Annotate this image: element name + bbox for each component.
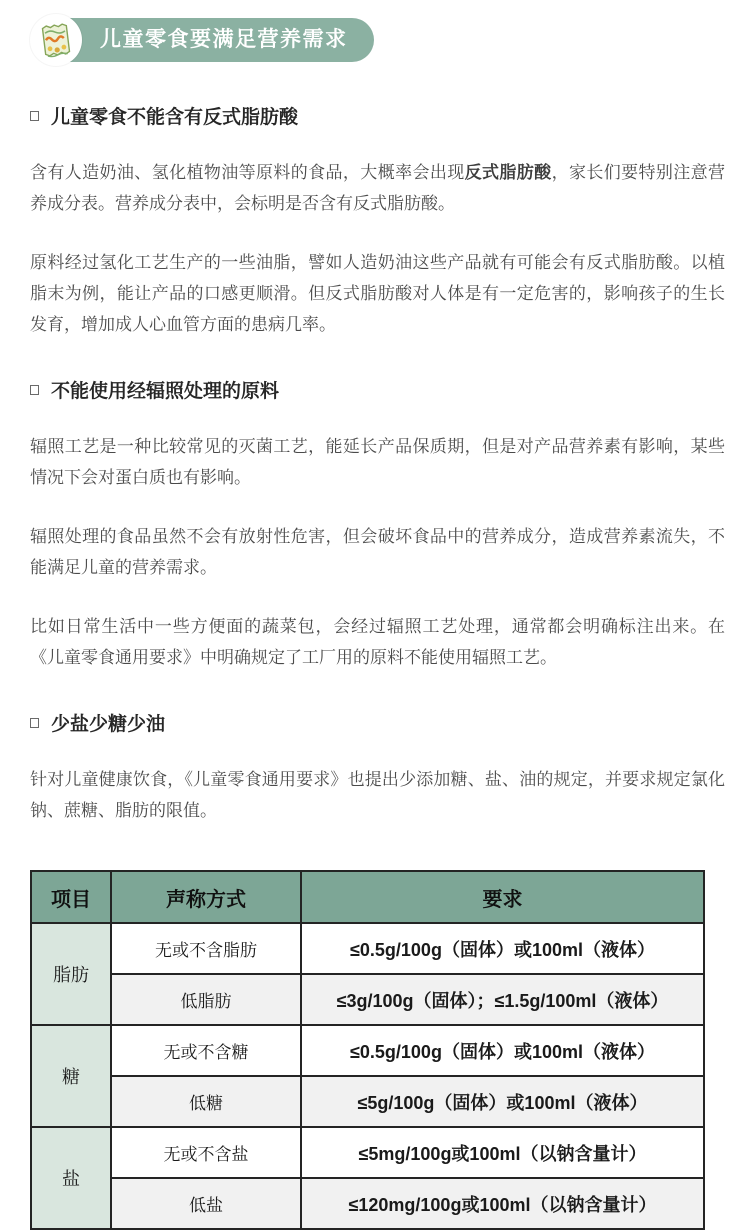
paragraph: 辐照工艺是一种比较常见的灭菌工艺，能延长产品保质期，但是对产品营养素有影响，某些情况下会对蛋白质也有影响。 [30,437,725,487]
item-cell-fat: 脂肪 [31,923,111,1025]
table-header-row [31,871,704,923]
paragraph: 含有人造奶油、氢化植物油等原料的食品，大概率会出现反式脂肪酸，家长们要特别注意营养成分表。营养成分表中，会标明是否含有反式脂肪酸。 [30,163,726,213]
table-row [31,974,704,1025]
section-heading [30,102,725,129]
table-row [31,1178,704,1229]
paragraph: 针对儿童健康饮食，《儿童零食通用要求》也提出少添加糖、盐、油的规定，并要求规定氯化钠、蔗糖、脂肪的限值。 [30,770,725,820]
requirement-cell: ≤3g/100g（固体）；≤1.5g/100ml（液体） [301,974,704,1025]
table-row [31,1025,704,1076]
claim-cell: 低糖 [111,1076,301,1127]
claim-cell: 无或不含脂肪 [111,923,301,974]
section-heading [30,376,725,403]
item-cell-sugar: 糖 [31,1025,111,1127]
section-heading-label: 不能使用经辐照处理的原料 [51,381,280,402]
badge-title: 儿童零食要满足营养需求 [44,18,374,62]
bullet-square-icon [30,385,39,395]
requirement-cell: ≤0.5g/100g（固体）或100ml（液体） [301,1025,704,1076]
bold-term: 反式脂肪酸 [464,163,552,182]
bullet-square-icon [30,718,39,728]
paragraph: 原料经过氢化工艺生产的一些油脂，譬如人造奶油这些产品就有可能会有反式脂肪酸。以植脂末为例，能让产品的口感更顺滑。但反式脂肪酸对人体是有一定危害的，影响孩子的生长发育，增加成人心血管方面的患病几率。 [30,253,725,334]
table-row [31,1076,704,1127]
section-heading-label: 少盐少糖少油 [51,714,166,735]
header-badge [30,14,725,66]
snack-package-icon [30,14,82,66]
paragraph: 辐照处理的食品虽然不会有放射性危害，但会破坏食品中的营养成分，造成营养素流失，不能满足儿童的营养需求。 [30,527,725,577]
requirement-cell: ≤0.5g/100g（固体）或100ml（液体） [301,923,704,974]
section-heading-label: 儿童零食不能含有反式脂肪酸 [51,107,299,128]
claim-cell: 低脂肪 [111,974,301,1025]
nutrition-limits-table [30,870,705,1230]
claim-cell: 低盐 [111,1178,301,1229]
claim-cell: 无或不含糖 [111,1025,301,1076]
table-row [31,923,704,974]
paragraph: 比如日常生活中一些方便面的蔬菜包，会经过辐照工艺处理，通常都会明确标注出来。在《儿童零食通用要求》中明确规定了工厂用的原料不能使用辐照工艺。 [30,617,725,667]
requirement-cell: ≤120mg/100g或100ml（以钠含量计） [301,1178,704,1229]
requirement-cell: ≤5mg/100g或100ml（以钠含量计） [301,1127,704,1178]
table-header-requirement: 要求 [301,871,704,923]
claim-cell: 无或不含盐 [111,1127,301,1178]
bullet-square-icon [30,111,39,121]
requirement-cell: ≤5g/100g（固体）或100ml（液体） [301,1076,704,1127]
nutrition-table-wrap [30,870,725,1230]
table-row [31,1127,704,1178]
table-header-claim: 声称方式 [111,871,301,923]
section-heading [30,709,725,736]
item-cell-salt: 盐 [31,1127,111,1229]
table-header-item: 项目 [31,871,111,923]
